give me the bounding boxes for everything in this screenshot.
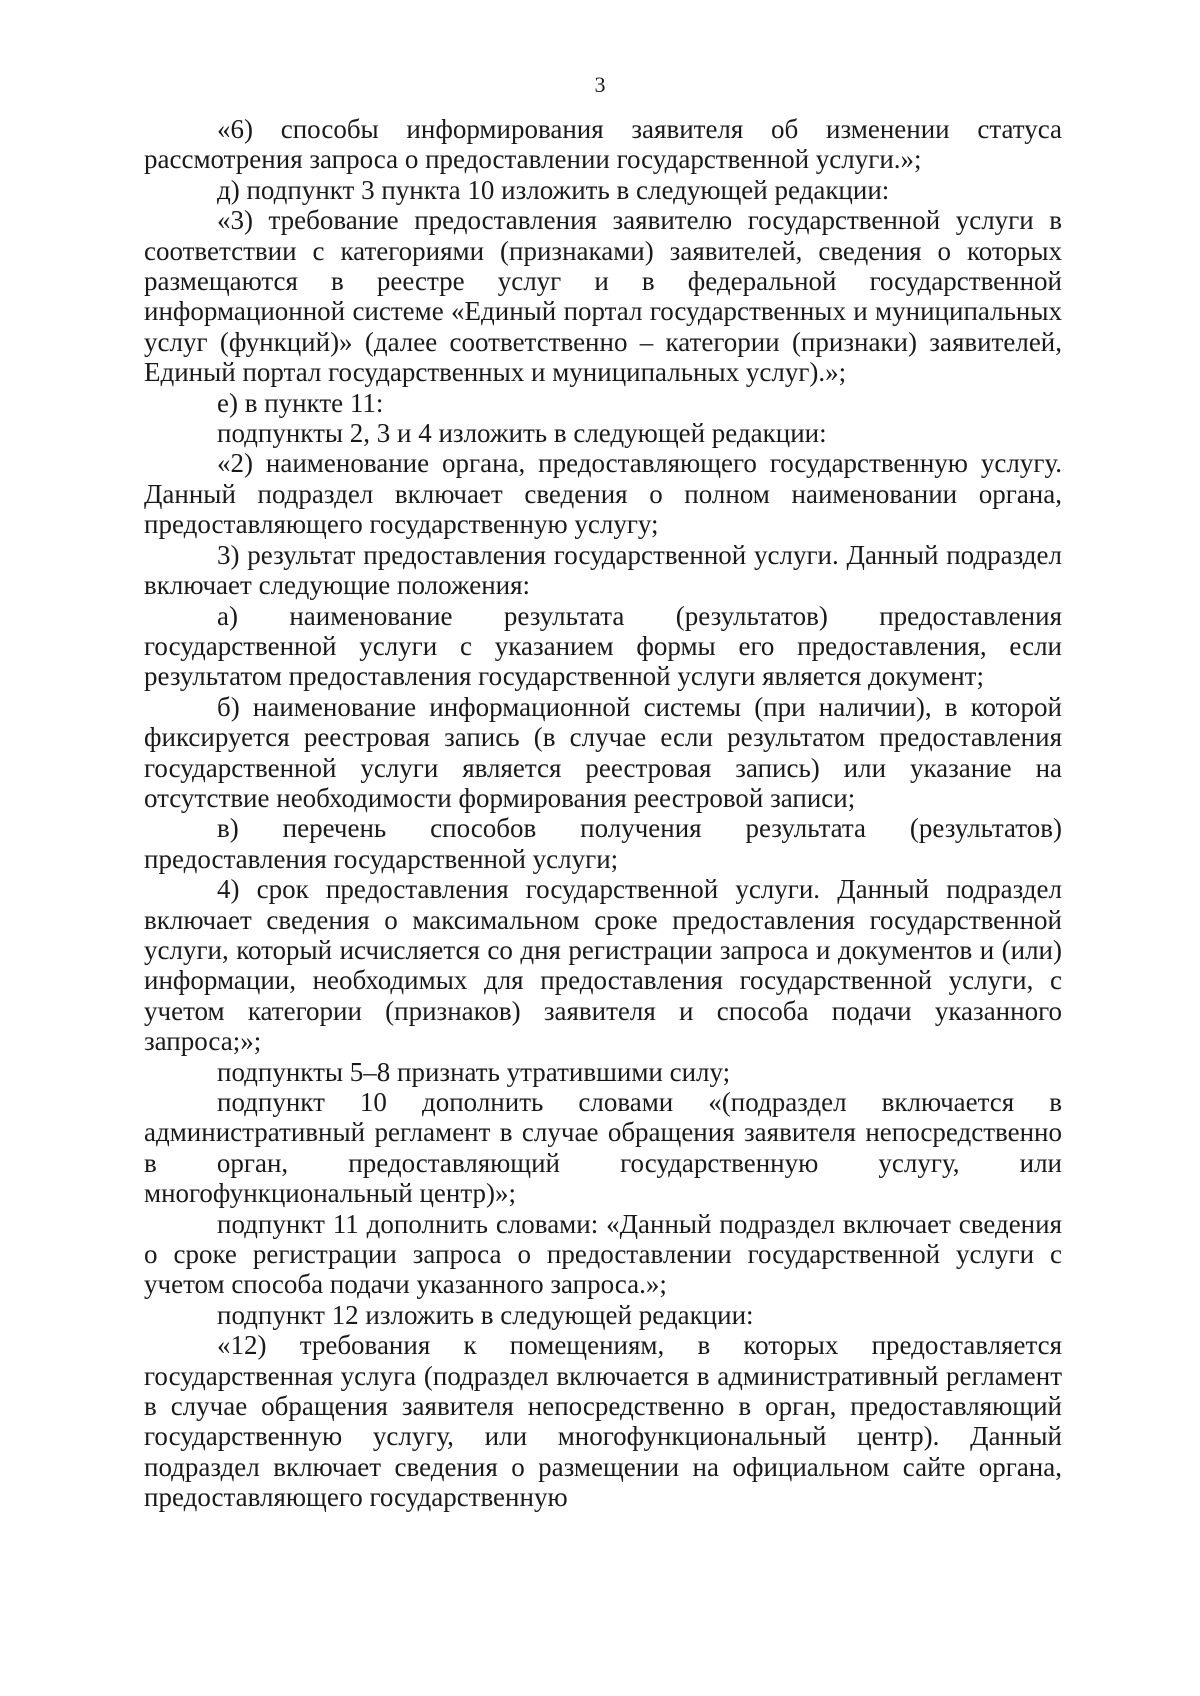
paragraph-6-informing-methods: «6) способы информирования заявителя об изменении статуса рассмотрения запроса о предоставлении государственной услуги.»; xyxy=(144,114,1062,175)
paragraph-12-premises-requirements: «12) требования к помещениям, в которых предоставляется государственная услуга (подраздел включается в административный регламент в случае обращения заявителя непосредственно в орган, предоставляющий государственную услугу, или многофункциональный центр). Данный подраздел включает сведения о размещении на официальном сайте органа, предоставляющего государственную xyxy=(144,1330,1062,1513)
paragraph-3-requirement: «3) требование предоставления заявителю государственной услуги в соответствии с категориями (признаками) заявителей, сведения о которых размещаются в реестре услуг и в федеральной государственной информационной системе «Единый портал государственных и муниципальных услуг (функций)» (далее соответственно – категории (признаки) заявителей, Единый портал государственных и муниципальных услуг).»; xyxy=(144,205,1062,388)
paragraph-item-10-addition: подпункт 10 дополнить словами «(подраздел включается в административный регламент в случае обращения заявителя непосредственно в орган, предоставляющий государственную услугу, или многофункциональный центр)»; xyxy=(144,1087,1062,1209)
paragraph-3-service-result: 3) результат предоставления государственной услуги. Данный подраздел включает следующие положения: xyxy=(144,539,1062,601)
paragraph-d-item-3-point-10: д) подпункт 3 пункта 10 изложить в следующей редакции: xyxy=(217,174,890,205)
document-body xyxy=(144,114,1062,1513)
paragraph-items-5-8-void: подпункты 5–8 признать утратившими силу; xyxy=(217,1056,731,1087)
paragraph-items-2-3-4: подпункты 2, 3 и 4 изложить в следующей редакции: xyxy=(217,418,827,449)
paragraph-item-11-addition: подпункт 11 дополнить словами: «Данный подраздел включает сведения о сроке регистрации запроса о предоставлении государственной услуги с учетом способа подачи указанного запроса.»; xyxy=(144,1208,1062,1300)
paragraph-b-information-system: б) наименование информационной системы (при наличии), в которой фиксируется реестровая запись (в случае если результатом предоставления государственной услуги является реестровая запись) или указание на отсутствие необходимости формирования реестровой записи; xyxy=(144,691,1062,813)
paragraph-v-result-methods: в) перечень способов получения результата (результатов) предоставления государственной услуги; xyxy=(144,813,1062,874)
paragraph-2-authority-name: «2) наименование органа, предоставляющего государственную услугу. Данный подраздел включает сведения о полном наименовании органа, предоставляющего государственную услугу; xyxy=(144,448,1062,540)
paragraph-item-12-intro: подпункт 12 изложить в следующей редакции: xyxy=(217,1299,754,1330)
paragraph-a-result-name: а) наименование результата (результатов) предоставления государственной услуги с указанием формы его предоставления, если результатом предоставления государственной услуги является документ; xyxy=(144,600,1062,692)
paragraph-4-service-term: 4) срок предоставления государственной услуги. Данный подраздел включает сведения о максимальном сроке предоставления государственной услуги, который исчисляется со дня регистрации запроса и документов и (или) информации, необходимых для предоставления государственной услуги, с учетом категории (признаков) заявителя и способа подачи указанного запроса;»; xyxy=(144,874,1062,1057)
paragraph-e-point-11: е) в пункте 11: xyxy=(217,387,384,418)
page-number: 3 xyxy=(594,72,606,97)
